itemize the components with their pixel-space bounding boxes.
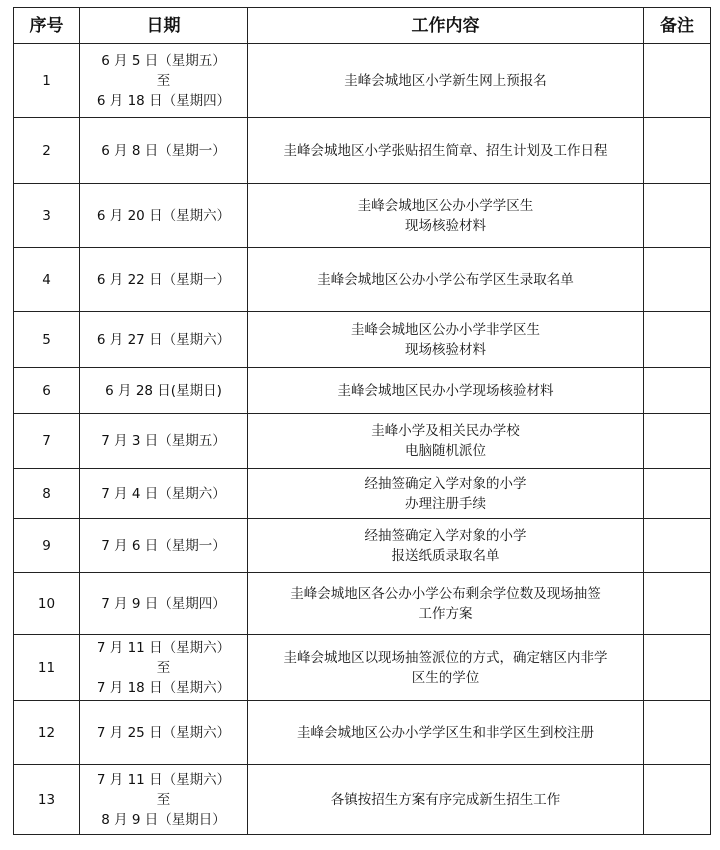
row-date <box>80 573 248 635</box>
row-work <box>248 248 644 312</box>
row-note <box>644 44 711 118</box>
row-work-line: 圭峰会城地区公办小学学区生 <box>357 197 534 214</box>
header-date: 日期 <box>80 8 248 44</box>
row-work-line: 工作方案 <box>418 605 473 622</box>
row-date-line: 6 月 27 日（星期六） <box>96 331 231 348</box>
row-work-line: 电脑随机派位 <box>405 443 486 459</box>
row-work-line: 区生的学位 <box>411 669 480 686</box>
row-date-line: 7 月 9 日（星期四） <box>101 595 226 612</box>
table-row <box>14 519 711 573</box>
table-row <box>14 635 711 701</box>
row-work <box>248 765 644 835</box>
row-number: 9 <box>14 519 80 573</box>
row-date-line: 6 月 28 日(星期日) <box>105 382 222 399</box>
table-row <box>14 184 711 248</box>
row-work <box>248 519 644 573</box>
table-row <box>14 469 711 519</box>
row-work <box>248 414 644 469</box>
row-date-line: 6 月 8 日（星期一） <box>101 142 226 159</box>
row-work-line: 办理注册手续 <box>405 495 486 512</box>
row-note <box>644 248 711 312</box>
row-number: 1 <box>14 44 80 118</box>
row-work-line: 各镇按招生方案有序完成新生招生工作 <box>330 791 561 808</box>
table-row <box>14 765 711 835</box>
row-work-line: 现场核验材料 <box>405 341 486 358</box>
row-note <box>644 118 711 184</box>
row-work <box>248 184 644 248</box>
row-note <box>644 368 711 414</box>
row-work-line: 经抽签确定入学对象的小学 <box>364 527 527 544</box>
row-date-line: 6 月 18 日（星期四） <box>96 92 231 109</box>
row-date-line: 7 月 11 日（星期六） <box>96 771 231 788</box>
row-work <box>248 312 644 368</box>
row-work-line: 圭峰会城地区以现场抽签派位的方式，确定辖区内非学 <box>283 649 608 666</box>
row-work-line: 圭峰会城地区小学新生网上预报名 <box>344 72 547 89</box>
row-date <box>80 519 248 573</box>
header-no: 序号 <box>14 8 80 44</box>
header-note: 备注 <box>644 8 711 44</box>
row-date-line: 7 月 11 日（星期六） <box>96 639 231 656</box>
row-work <box>248 469 644 519</box>
row-work-line: 圭峰会城地区民办小学现场核验材料 <box>337 382 554 399</box>
row-number: 2 <box>14 118 80 184</box>
row-work-line: 圭峰会城地区小学张贴招生简章、招生计划及工作日程 <box>283 142 608 159</box>
row-work-line: 圭峰会城地区公办小学学区生和非学区生到校注册 <box>297 724 594 741</box>
row-number: 7 <box>14 414 80 469</box>
row-work-line: 圭峰会城地区各公办小学公布剩余学位数及现场抽签 <box>290 585 601 602</box>
row-note <box>644 414 711 469</box>
row-date-line: 6 月 22 日（星期一） <box>96 271 231 288</box>
row-work-line: 经抽签确定入学对象的小学 <box>364 475 527 492</box>
table-row <box>14 573 711 635</box>
row-date <box>80 635 248 701</box>
row-date-line: 7 月 6 日（星期一） <box>101 537 226 554</box>
row-work-line: 圭峰会城地区公办小学公布学区生录取名单 <box>317 271 574 288</box>
row-date-line: 至 <box>156 659 171 676</box>
row-date-line: 至 <box>156 791 171 808</box>
row-work <box>248 368 644 414</box>
header-row <box>14 8 711 44</box>
row-date <box>80 118 248 184</box>
row-date-line: 6 月 20 日（星期六） <box>96 207 231 224</box>
row-date-line: 至 <box>156 72 171 89</box>
row-work <box>248 44 644 118</box>
row-date <box>80 312 248 368</box>
row-note <box>644 184 711 248</box>
row-work-line: 现场核验材料 <box>405 217 486 234</box>
table-row <box>14 701 711 765</box>
row-date <box>80 368 248 414</box>
row-work-line: 圭峰小学及相关民办学校 <box>371 423 520 439</box>
row-note <box>644 635 711 701</box>
row-date-line: 7 月 25 日（星期六） <box>96 724 231 741</box>
row-date-line: 7 月 18 日（星期六） <box>96 679 231 696</box>
row-date <box>80 184 248 248</box>
row-date <box>80 44 248 118</box>
row-note <box>644 573 711 635</box>
table-row <box>14 248 711 312</box>
row-date <box>80 469 248 519</box>
row-note <box>644 469 711 519</box>
row-date <box>80 414 248 469</box>
row-number: 11 <box>14 635 80 701</box>
table-body <box>14 44 711 835</box>
row-work <box>248 118 644 184</box>
row-date-line: 8 月 9 日（星期日） <box>101 811 226 828</box>
row-number: 13 <box>14 765 80 835</box>
header-work: 工作内容 <box>248 8 644 44</box>
row-date <box>80 248 248 312</box>
row-note <box>644 701 711 765</box>
row-date <box>80 765 248 835</box>
row-work <box>248 701 644 765</box>
row-number: 8 <box>14 469 80 519</box>
row-note <box>644 765 711 835</box>
row-date-line: 7 月 4 日（星期六） <box>101 485 226 502</box>
row-number: 10 <box>14 573 80 635</box>
row-work <box>248 573 644 635</box>
row-number: 5 <box>14 312 80 368</box>
schedule-table <box>13 7 711 835</box>
row-number: 3 <box>14 184 80 248</box>
row-number: 12 <box>14 701 80 765</box>
row-note <box>644 312 711 368</box>
row-date-line: 6 月 5 日（星期五） <box>101 52 226 69</box>
row-number: 6 <box>14 368 80 414</box>
row-number: 4 <box>14 248 80 312</box>
table-row <box>14 44 711 118</box>
row-work-line: 报送纸质录取名单 <box>391 547 500 564</box>
row-date <box>80 701 248 765</box>
table-row <box>14 414 711 469</box>
row-date-line: 7 月 3 日（星期五） <box>101 433 226 449</box>
row-work <box>248 635 644 701</box>
row-work-line: 圭峰会城地区公办小学非学区生 <box>351 321 540 338</box>
table-row <box>14 368 711 414</box>
row-note <box>644 519 711 573</box>
table-row <box>14 312 711 368</box>
table-row <box>14 118 711 184</box>
